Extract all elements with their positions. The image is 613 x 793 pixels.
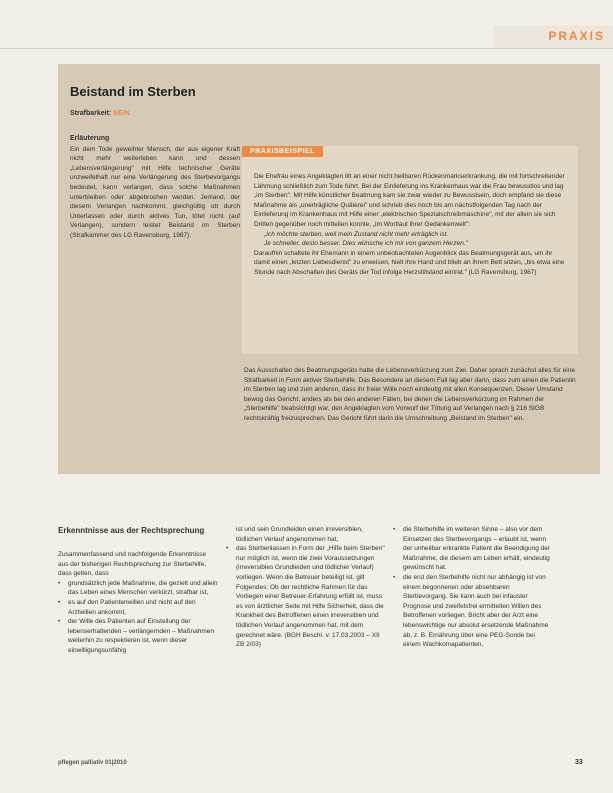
strafbarkeit-value: NEIN [113,110,130,117]
erlaeuterung-text: Ein dem Tode geweihter Mensch, der aus eigener Kraft nicht mehr weiterleben kann und dessen „Lebensverlängerung" mit Hilfe technischer Geräte unzweifelhaft nur eine Verlängerung des Sterbevorgangs bedeutet, kann verlangen, dass solche Maßnahmen unterbleiben oder abgebrochen werden. Jemand, der diesem Verlangen nachkommt, gleichgültig ob durch Unterlassen oder durch aktives Tun, tötet nicht (auf Verlangen), sondern leistet Beistand im Sterben (Strafkammer des LG Ravensburg, 1987). [70,145,240,239]
list-item: • das Sterbenlassen in Form der „Hilfe beim Sterben" nur möglich ist, wenn die zwei Voraussetzungen (irreversibles Grundleiden und tödlicher Verlauf) vorliegen. Wenn die Betreuer beteiligt ist, gilt Folgendes: Ob der rechtliche Rahmen für das Vorliegen einer Betreuer-Erfahrung erfüllt ist, muss es von ärztlicher Seite mit Hilfe Sicherheit, dass die Krankheit des Betroffenen einen irreversiblen und tödlichen Verlauf angenommen hat, mit dem gerechnet wäre. (BGH Beschl. v. 17.03.2003 – XII ZB 2/03) [226,545,385,649]
page-number: 33 [575,759,583,766]
list-item: • die Sterbehilfe im weiteren Sinne – also vor dem Einsetzen des Sterbevorgangs – erlaubt ist, wenn der unheilbar erkrankte Patient die Beendigung der Maßnahme, die diesem am Leben erhält, eindeutig gewünscht hat. [393,526,551,572]
box-title: Beistand im Sterben [70,84,196,99]
column-1-intro: Zusammenfassend und nachfolgende Erkenntnisse aus der bisherigen Rechtsprechung zur Sterbehilfe, dass gelten, dass [58,551,207,578]
strafbarkeit-line [70,110,130,117]
column-1-heading: Erkenntnisse aus der Rechtsprechung [58,526,205,535]
list-item: • der Wille des Patienten auf Einstellung der lebenserhaltenden – verlängernden – Maßnahmen weiterhin zu respektieren ist, wenn dieser einwilligungsunfähig [58,618,214,654]
erlaeuterung [70,134,240,241]
praxisbeispiel-text [254,172,570,278]
erlaeuterung-heading: Erläuterung [70,135,110,142]
column-2-list [226,525,386,650]
section-header [493,26,613,48]
top-divider [0,48,613,49]
section-label: PRAXIS [548,29,605,43]
column-3 [393,525,553,650]
list-item: • grundsätzlich jede Maßnahme, die gezielt und allein das Leben eines Menschen verkürzt, strafbar ist, [58,579,218,597]
praxis-paragraph-2: Daraufhin schaltete ihr Ehemann in einem unbeobachteten Augenblick das Beatmungsgerät aus, um ihr damit einen „letzten Liebesdienst" zu erweisen, hielt ihre Hand und blieb an ihrem Bett sitzen, „bis etwa eine Stunde nach Abschalten des Geräts der Tod infolge Herzstillstand eintrat." (LG Ravensburg, 1987) [254,249,565,276]
list-item-continued: ist und sein Grundleiden einen irreversiblen, tödlichen Verlauf angenommen hat, [236,526,363,543]
praxisbeispiel-badge: PRAXISBEISPIEL [242,146,323,157]
praxis-quote-2: Je schneller, desto besser. Dies wünsche ich mir von ganzem Herzen." [264,240,469,248]
column-1 [58,525,218,656]
list-item: • die erst den Sterbehilfe nicht nur abhängig ist von einem begonnenen oder absehbaren Sterbevorgang. Sie kann auch bei infauster Prognose und zweifelsfrei ermittelten Willen des Betroffenen vorliegen. Bricht aber der Arzt eine lebenswichtige nur absolut ersetzende Maßnahme ab, z. B. Ernährung über eine PEG-Sonde bei einem Wachkomapatienten, [393,573,549,649]
strafbarkeit-label: Strafbarkeit: [70,110,112,117]
praxis-quote-1: „Ich möchte sterben, weil mein Zustand nicht mehr erträglich ist. [264,230,449,238]
column-3-list [393,525,553,650]
list-item: • es auf den Patientenwillen und nicht auf den Arztwillen ankommt, [58,598,196,616]
footer-publication: pflegen palliativ 01|2010 [58,760,127,766]
column-1-list [58,579,218,656]
column-2 [226,525,386,650]
praxis-paragraph-1: Die Ehefrau eines Angeklagten litt an einer nicht heilbaren Rückenmarkserkrankung, die mit fortschreitender Lähmung schließlich zum Tode führt. Bei der Einlieferung ins Krankenhaus war die Frau bewusstlos und lag „im Sterben". Mit Hilfe künstlicher Beatmung kam sie zwar wieder zu Bewusstsein, doch empfand sie diese Maßnahme als „unerträgliche Quälerei" und schrieb dies hoch bis am nächstfolgenden Tag nach der Einlieferung im Krankenhaus mit Hilfe einer „elektrischen Spezialschreibmaschine", mit der allein sie sich Dritten gegenüber noch mitteilen konnte, „im Wortlaut ihrer Gedankenwelt": [254,173,565,228]
box-conclusion: Das Ausschalten des Beatmungsgeräts hatte die Lebensverkürzung zum Ziel. Daher sprach zunächst alles für eine Strafbarkeit in Form aktiver Sterbehilfe. Das Besondere an diesem Fall lag aber darin, dass zum einen die Patientin im Sterben lag und zum anderen, dass ihr freier Wille noch eindeutig mit allen Konsequenzen. Dieser Umstand bewog das Gericht, anders als bei den anderen Fällen, bei denen die Lebensverkürzung im Rahmen der „Sterbehilfe" beabsichtigt war, den Angeklagten vom Vorwurf der Tötung auf Verlangen nach § 216 StGB rechtskräftig freizusprechen. Das Gericht führt darin die Umschreibung „Beistand im Sterben" ein. [244,367,576,422]
